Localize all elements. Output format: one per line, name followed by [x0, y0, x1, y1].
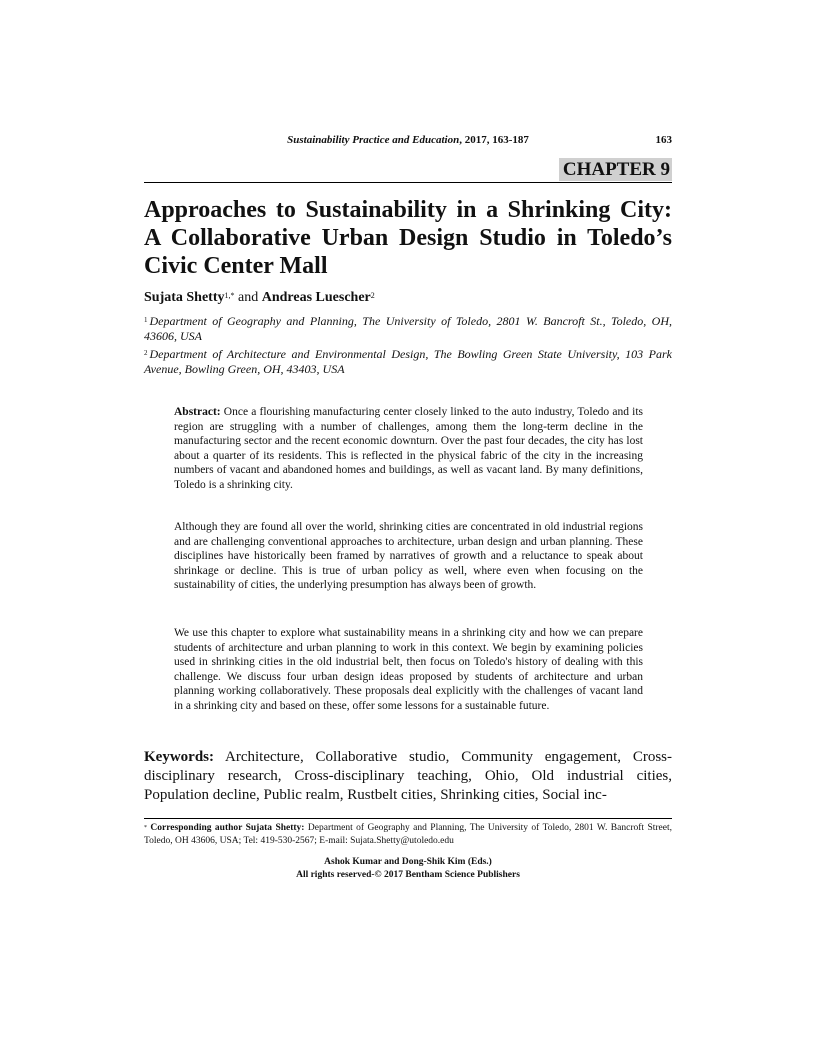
- editors-line: Ashok Kumar and Dong-Shik Kim (Eds.): [324, 857, 492, 867]
- title-line: Civic Center Mall: [144, 253, 328, 279]
- chapter-title: [144, 196, 672, 280]
- journal-citation: Sustainability Practice and Education, 2017, 163-187: [287, 134, 529, 146]
- chapter-label: CHAPTER 9: [559, 158, 672, 181]
- title-line: A Collaborative Urban Design Studio in Toledo’s: [144, 225, 672, 251]
- running-head: [144, 134, 672, 150]
- affiliation: $^1$ Department of Geography and Planning, The University of Toledo, 2801 W. Bancroft St., Toledo, OH, 43606, USA: [144, 314, 672, 343]
- abstract-paragraph: We use this chapter to explore what sustainability means in a shrinking city and how we can prepare students of architecture and urban planning to work in this context. We begin by examining policies used in shrinking cities in the old industrial belt, then focus on Toledo's history of dealing with this challenge. We discuss four urban design ideas proposed by students of architecture and urban planning working collaboratively. These proposals deal explicitly with the challenges of vacant land in a shrinking city and based on these, offer some lessons for a sustainable future.: [174, 627, 643, 712]
- author-list: Sujata Shetty$^{1,*}$ and Andreas Luescher$^2$: [144, 290, 375, 305]
- title-line: Approaches to Sustainability in a Shrinking City:: [144, 197, 672, 223]
- author-name: Sujata Shetty: [144, 290, 225, 305]
- abstract-paragraph: Although they are found all over the world, shrinking cities are concentrated in old industrial regions and are challenging conventional approaches to architecture, urban design and urban planning. These disciplines have historically been framed by narratives of growth and a reluctance to speak about shrinkage or decline. This is true of urban policy as well, where even when focusing on the sustainability of cities, the underlying presumption has always been of growth.: [174, 521, 643, 591]
- corresponding-author-footnote: * Corresponding author Sujata Shetty: Department of Geography and Planning, The University of Toledo, 2801 W. Bancroft Street, Toledo, OH 43606, USA; Tel: 419-530-2567; E-mail: Sujata.Shetty@utoledo.edu: [144, 823, 672, 846]
- author-affil-marker: 2: [370, 291, 375, 300]
- author-affil-marker: 1,*: [224, 291, 235, 300]
- abstract-label: Abstract:: [174, 406, 221, 418]
- editors-credit: [144, 856, 672, 881]
- author-name: Andreas Luescher: [261, 290, 371, 305]
- chapter-rule: [144, 182, 672, 183]
- keywords: Keywords: Architecture, Collaborative studio, Community engagement, Cross-disciplinary research, Cross-disciplinary teaching, Ohio, Old industrial cities, Population decline, Public realm, Rustbelt cities, Shrinking cities, Social inc-: [144, 749, 672, 803]
- footnote-rule: [144, 818, 672, 819]
- copyright-line: All rights reserved-© 2017 Bentham Science Publishers: [296, 869, 520, 880]
- keywords-label: Keywords:: [144, 749, 214, 765]
- affiliation: $^2$ Department of Architecture and Environmental Design, The Bowling Green State University, 103 Park Avenue, Bowling Green, OH, 43403, USA: [144, 347, 672, 376]
- page-number: 163: [655, 134, 672, 146]
- abstract-paragraph: Abstract: Once a flourishing manufacturing center closely linked to the auto industry, Toledo and its region are struggling with a number of challenges, among them the long-term decline in the manufacturing sector and the recent economic downturn. Over the past four decades, the city has lost about a quarter of its residents. This is reflected in the physical fabric of the city in the increasing numbers of vacant and abandoned homes and buildings, as well as vacant land. By many definitions, Toledo is a shrinking city.: [174, 406, 643, 491]
